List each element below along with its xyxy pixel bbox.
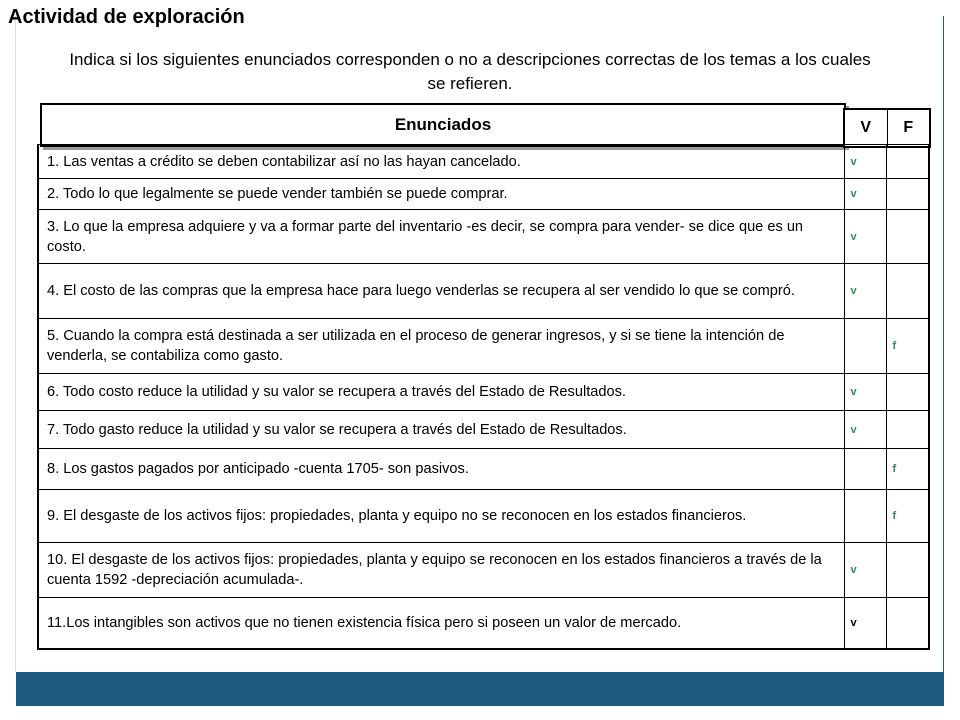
f-answer-cell[interactable]: f [886, 449, 929, 490]
table-row [38, 145, 929, 179]
v-answer-cell[interactable] [844, 490, 886, 543]
v-answer-cell[interactable]: v [844, 264, 886, 319]
statement-text: 9. El desgaste de los activos fijos: propiedades, planta y equipo no se reconocen en los estados financieros. [38, 490, 844, 543]
table-row [38, 490, 929, 543]
v-answer-cell[interactable] [844, 319, 886, 374]
v-answer-cell[interactable]: v [844, 374, 886, 411]
f-column-header: F [887, 110, 930, 146]
statement-text: 7. Todo gasto reduce la utilidad y su valor se recupera a través del Estado de Resultados. [38, 411, 844, 449]
table-row [38, 411, 929, 449]
table-row [38, 598, 929, 649]
statement-text: 2. Todo lo que legalmente se puede vender también se puede comprar. [38, 179, 844, 210]
f-answer-cell[interactable] [886, 264, 929, 319]
statement-text: 5. Cuando la compra está destinada a ser utilizada en el proceso de generar ingresos, y si se tiene la intención de venderla, se contabiliza como gasto. [38, 319, 844, 374]
table-row [38, 264, 929, 319]
statement-text: 8. Los gastos pagados por anticipado -cuenta 1705- son pasivos. [38, 449, 844, 490]
statement-text: 11.Los intangibles son activos que no tienen existencia física pero si poseen un valor de mercado. [38, 598, 844, 649]
v-answer-cell[interactable]: v [844, 179, 886, 210]
statement-text: 4. El costo de las compras que la empresa hace para luego venderlas se recupera al ser vendido lo que se compró. [38, 264, 844, 319]
f-answer-cell[interactable] [886, 374, 929, 411]
table-row [38, 319, 929, 374]
statement-text: 10. El desgaste de los activos fijos: propiedades, planta y equipo se reconocen en los estados financieros a través de la cuenta 1592 -depreciación acumulada-. [38, 543, 844, 598]
statement-text: 3. Lo que la empresa adquiere y va a formar parte del inventario -es decir, se compra para vender- se dice que es un costo. [38, 210, 844, 264]
statements-table [37, 144, 930, 650]
v-answer-cell[interactable]: v [844, 411, 886, 449]
slide-frame-right [943, 16, 944, 672]
v-answer-cell[interactable]: v [844, 210, 886, 264]
vf-header [843, 108, 931, 148]
v-answer-cell[interactable] [844, 449, 886, 490]
instructions-text: Indica si los siguientes enunciados corresponden o no a descripciones correctas de los temas a los cuales se refieren. [69, 50, 871, 93]
table-row [38, 543, 929, 598]
v-column-header: V [860, 119, 872, 136]
f-answer-cell[interactable] [886, 598, 929, 649]
v-answer-cell[interactable]: v [844, 145, 886, 179]
v-answer-cell[interactable]: v [844, 598, 886, 649]
statement-text: 1. Las ventas a crédito se deben contabilizar así no las hayan cancelado. [38, 145, 844, 179]
table-row [38, 179, 929, 210]
f-answer-cell[interactable] [886, 543, 929, 598]
slide-frame-left [15, 16, 16, 672]
f-answer-cell[interactable] [886, 411, 929, 449]
table-row [38, 210, 929, 264]
table-row [38, 374, 929, 411]
statement-text: 6. Todo costo reduce la utilidad y su valor se recupera a través del Estado de Resultados. [38, 374, 844, 411]
f-answer-cell[interactable] [886, 179, 929, 210]
table-row [38, 449, 929, 490]
f-answer-cell[interactable] [886, 210, 929, 264]
f-answer-cell[interactable]: f [886, 490, 929, 543]
page-title: Actividad de exploración [8, 6, 245, 28]
f-answer-cell[interactable] [886, 145, 929, 179]
enunciados-header: Enunciados [40, 103, 846, 147]
f-answer-cell[interactable]: f [886, 319, 929, 374]
v-answer-cell[interactable]: v [844, 543, 886, 598]
footer-bar [16, 672, 944, 706]
